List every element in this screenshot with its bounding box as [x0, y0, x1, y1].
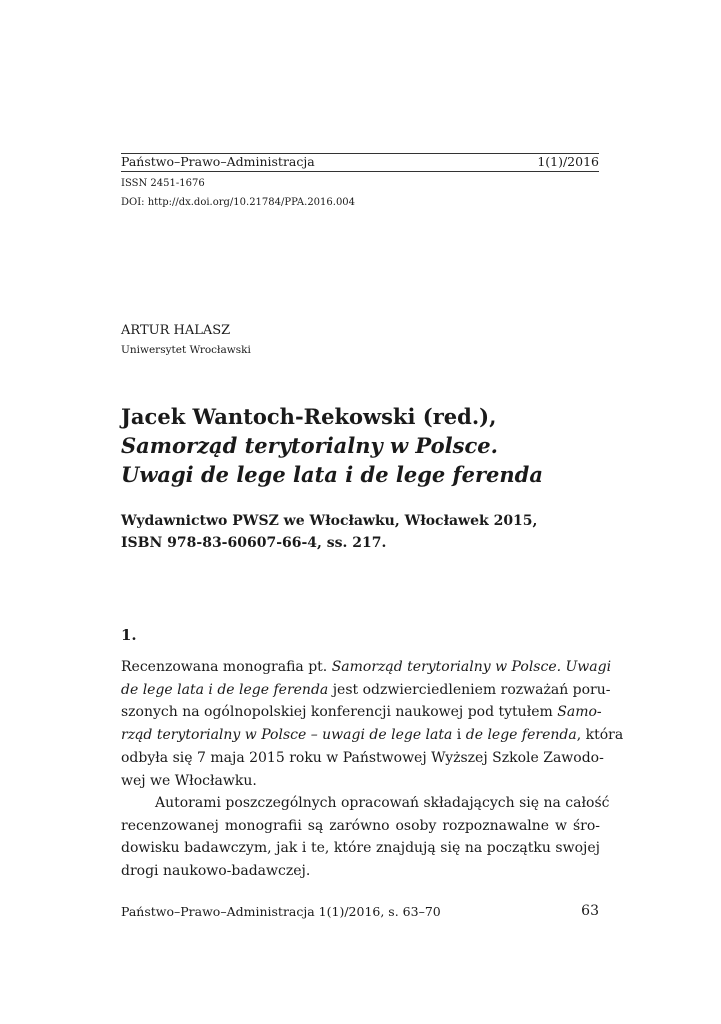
- paragraph-line: wej we Włocławku.: [121, 772, 257, 789]
- paragraph-line: rząd terytorialny w Polsce – uwagi de lege lata i de lege ferenda, która: [121, 727, 624, 744]
- author-name: ARTUR HALASZ: [121, 323, 231, 338]
- isbn-line: ISBN 978-83-60607-66-4, ss. 217.: [121, 535, 387, 551]
- footer-citation: Państwo–Prawo–Administracja 1(1)/2016, s. 63–70: [121, 904, 441, 919]
- header-bottom-rule: [121, 171, 599, 172]
- issn: ISSN 2451-1676: [121, 178, 205, 189]
- title-line-book-title: Samorząd terytorialny w Polsce.: [121, 433, 498, 458]
- review-title: [121, 402, 611, 489]
- paragraph-line: szonych na ogólnopolskiej konferencji naukowej pod tytułem Samo-: [121, 704, 602, 721]
- header-journal-name: Państwo–Prawo–Administracja: [121, 154, 315, 169]
- section-number: 1.: [121, 626, 137, 644]
- doi: DOI: http://dx.doi.org/10.21784/PPA.2016.004: [121, 197, 356, 208]
- paragraph-1: [121, 656, 624, 792]
- paragraph-line: Autorami poszczególnych opracowań składających się na całość: [155, 795, 610, 811]
- paragraph-2: [121, 792, 610, 883]
- paragraph-line: odbyła się 7 maja 2015 roku w Państwowej Wyższej Szkole Zawodo-: [121, 749, 604, 766]
- paragraph-line: dowisku badawczym, jak i te, które znajdują się na początku swojej: [121, 840, 600, 857]
- paragraph-line: drogi naukowo-badawczej.: [121, 863, 311, 880]
- title-line-subtitle: Uwagi de lege lata i de lege ferenda: [121, 462, 543, 487]
- paragraph-line: de lege lata i de lege ferenda jest odzwierciedleniem rozważań poru-: [121, 681, 611, 698]
- page-number: 63: [581, 903, 599, 919]
- author-affiliation: Uniwersytet Wrocławski: [121, 344, 251, 356]
- paragraph-line: recenzowanej monografii są zarówno osoby rozpoznawalne w śro-: [121, 817, 600, 834]
- publisher-line: Wydawnictwo PWSZ we Włocławku, Włocławek 2015,: [121, 513, 538, 529]
- title-line-editor: Jacek Wantoch-Rekowski (red.),: [121, 404, 497, 429]
- paragraph-line: Recenzowana monografia pt. Samorząd terytorialny w Polsce. Uwagi: [121, 659, 612, 675]
- header-issue: 1(1)/2016: [537, 154, 599, 169]
- publication-details: [121, 510, 601, 554]
